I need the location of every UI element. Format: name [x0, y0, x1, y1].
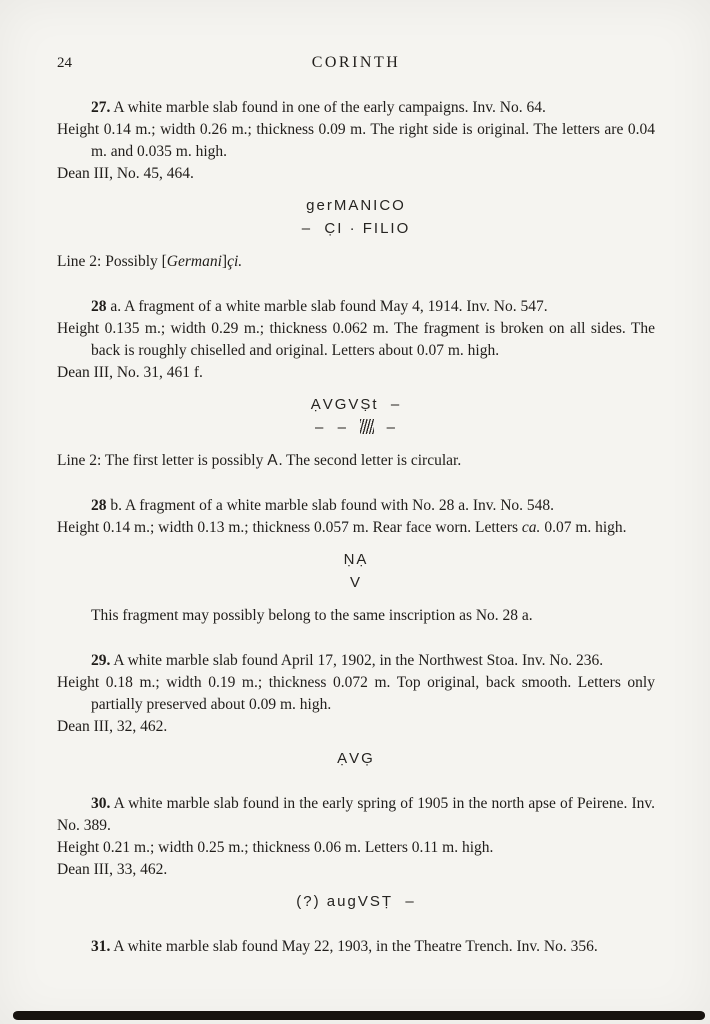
- note-segment: . The second letter is circular.: [278, 452, 462, 469]
- circa-abbreviation: ca.: [521, 519, 541, 536]
- inscription-block: [57, 548, 655, 594]
- note-italic-letters: çi.: [227, 253, 243, 270]
- note-segment: ]: [221, 253, 228, 270]
- entry-27: [57, 97, 655, 273]
- inscription-line-1: ẠVG̣: [337, 750, 375, 767]
- illegible-letter-hatch-icon: [360, 419, 374, 434]
- entry-note: [57, 450, 655, 472]
- entry-number: 27.: [91, 99, 111, 116]
- entry-heading-text: A fragment of a white marble slab found May 4, 1914. Inv. No. 547.: [124, 298, 548, 315]
- inscription-block: [57, 194, 655, 240]
- entry-heading-text: A white marble slab found in one of the early campaigns. Inv. No. 64.: [110, 99, 546, 116]
- inscription-line-2: V: [349, 574, 362, 591]
- entry-31: [57, 936, 655, 958]
- entry-dimensions: [57, 517, 655, 539]
- inscription-line-1: ẠVGVṢt –: [310, 396, 402, 413]
- entry-reference: Dean III, No. 45, 464.: [57, 165, 194, 182]
- entry-number: 28: [91, 298, 107, 315]
- running-title: CORINTH: [311, 54, 401, 71]
- entry-28a: [57, 296, 655, 472]
- inscription-block: [57, 890, 655, 913]
- entry-letter: a.: [106, 298, 125, 315]
- scan-edge-artifact: [13, 1011, 705, 1020]
- inscription-dashes: – –: [314, 419, 361, 436]
- entry-note: This fragment may possibly belong to the same inscription as No. 28 a.: [91, 607, 533, 624]
- entry-dimensions: [57, 318, 655, 362]
- dimensions-text: Height 0.18 m.; width 0.19 m.; thickness 0.072 m. Top original, back smooth. Letters only partially preserved about 0.09 m. high.: [57, 674, 655, 713]
- entry-number: 28: [91, 497, 107, 514]
- inscription-line-2: – C̣I · FILIO: [301, 220, 411, 237]
- entry-number: 29.: [91, 652, 111, 669]
- dimensions-text: Height 0.14 m.; width 0.13 m.; thickness 0.057 m. Rear face worn. Letters: [57, 519, 522, 536]
- entry-note: [57, 251, 655, 273]
- entry-heading-text: A fragment of a white marble slab found with No. 28 a. Inv. No. 548.: [125, 497, 555, 514]
- inscription-line-1: (?) augVSṬ –: [296, 893, 416, 910]
- note-italic-restoration: Germani: [166, 253, 222, 270]
- entry-reference: Dean III, 33, 462.: [57, 861, 168, 878]
- entry-heading: [57, 97, 655, 119]
- page-header: [57, 52, 655, 74]
- entry-number: 30.: [91, 795, 111, 812]
- entry-heading: [57, 296, 655, 318]
- dimensions-text: Height 0.135 m.; width 0.29 m.; thickness 0.062 m. The fragment is broken on all sides. The back is roughly chiselled and original. Letters about 0.07 m. high.: [57, 320, 655, 359]
- inscription-line-1: gerMANICO: [306, 197, 406, 214]
- entry-heading: [57, 936, 655, 958]
- entry-heading: [57, 793, 655, 837]
- note-epigraphic-letter: A: [267, 452, 279, 469]
- entry-heading-text: A white marble slab found May 22, 1903, in the Theatre Trench. Inv. No. 356.: [110, 938, 598, 955]
- inscription-block: [57, 747, 655, 770]
- entry-heading: [57, 650, 655, 672]
- inscription-block: [57, 393, 655, 439]
- entry-30: [57, 793, 655, 913]
- entry-number: 31.: [91, 938, 111, 955]
- entry-dimensions: [57, 837, 655, 859]
- entry-dimensions: [57, 119, 655, 163]
- page-number: 24: [57, 55, 72, 71]
- entry-reference: Dean III, No. 31, 461 f.: [57, 364, 203, 381]
- dimensions-text: 0.07 m. high.: [540, 519, 627, 536]
- entry-28b: [57, 495, 655, 627]
- entry-reference: Dean III, 32, 462.: [57, 718, 168, 735]
- entry-letter: b.: [106, 497, 126, 514]
- entry-dimensions: [57, 672, 655, 716]
- dimensions-text: Height 0.14 m.; width 0.26 m.; thickness 0.09 m. The right side is original. The letters are 0.04 m. and 0.035 m. high.: [57, 121, 655, 160]
- entry-heading-text: A white marble slab found in the early spring of 1905 in the north apse of Peirene. Inv. No. 389.: [57, 795, 655, 834]
- dimensions-text: Height 0.21 m.; width 0.25 m.; thickness 0.06 m. Letters 0.11 m. high.: [57, 839, 494, 856]
- note-segment: Line 2: The first letter is possibly: [57, 452, 268, 469]
- inscription-line-2: [57, 416, 655, 439]
- entry-heading: [57, 495, 655, 517]
- inscription-dashes: –: [374, 419, 398, 436]
- inscription-line-1: ṆẠ: [343, 551, 369, 568]
- entry-heading-text: A white marble slab found April 17, 1902, in the Northwest Stoa. Inv. No. 236.: [110, 652, 604, 669]
- note-segment: Line 2: Possibly [: [57, 253, 167, 270]
- entry-29: [57, 650, 655, 770]
